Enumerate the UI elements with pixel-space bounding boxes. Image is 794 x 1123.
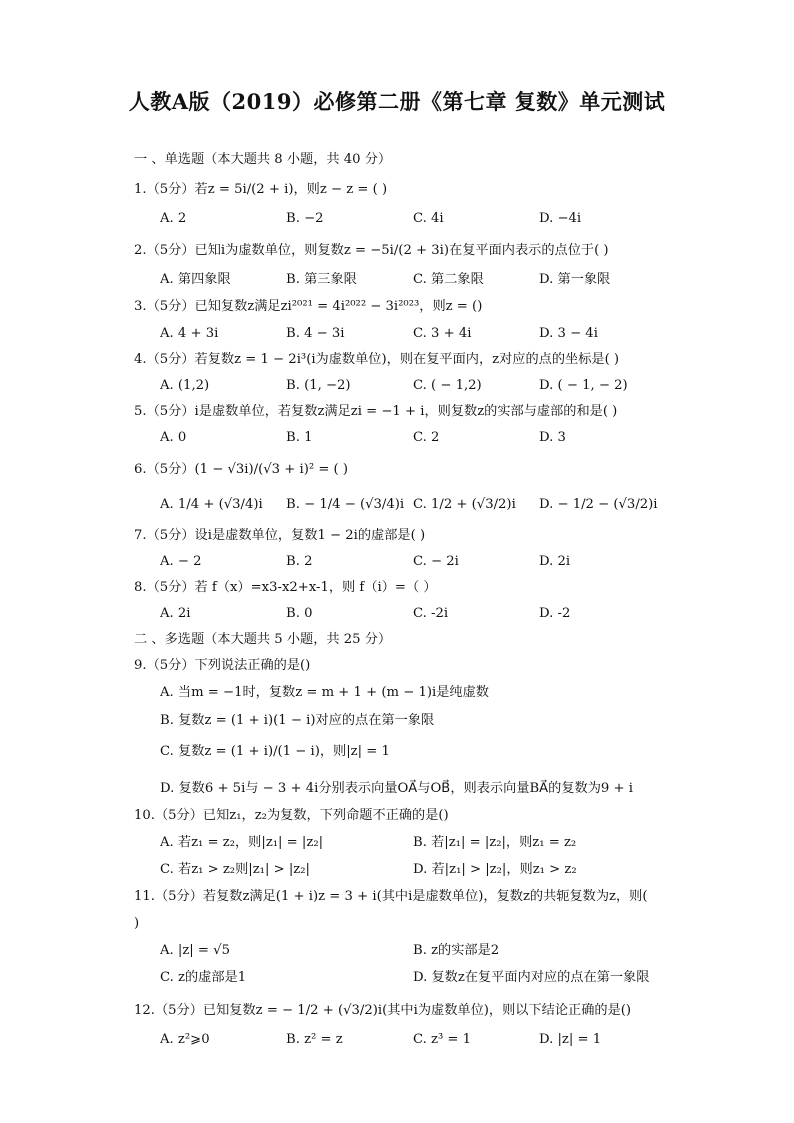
option-d: D. 若|z₁| > |z₂|，则z₁ > z₂ [413, 862, 577, 877]
option-a: A. 当m = −1时，复数z = m + 1 + (m − 1)i是纯虚数 [160, 685, 489, 700]
question-stem: 11.（5分）若复数z满足(1 + i)z = 3 + i(其中i是虚数单位)，复数z的共轭复数为z，则( [134, 889, 648, 904]
question-stem: 3.（5分）已知复数z满足zi²⁰²¹ = 4i²⁰²² − 3i²⁰²³，则z = () [134, 299, 483, 314]
option-d: D. 复数z在复平面内对应的点在第一象限 [413, 970, 650, 985]
question-stem: 1.（5分）若z = 5i/(2 + i)，则z − z = ( ) [134, 182, 388, 197]
option-c: C. ( − 1,2) [413, 378, 482, 393]
question-stem-continued: ) [134, 916, 140, 931]
option-a: A. 0 [160, 430, 187, 445]
question-stem: 2.（5分）已知i为虚数单位，则复数z = −5i/(2 + 3i)在复平面内表示的点位于( ) [134, 243, 609, 258]
option-c: C. 1/2 + (√3/2)i [413, 497, 516, 512]
section-heading-single-choice: 一 、单选题（本大题共 8 小题，共 40 分） [134, 152, 392, 167]
option-d: D. 3 [539, 430, 566, 445]
option-d: D. −4i [539, 211, 582, 226]
option-b: B. 4 − 3i [286, 326, 345, 341]
option-d: D. 3 − 4i [539, 326, 598, 341]
option-b: B. −2 [286, 211, 324, 226]
option-c: C. z³ = 1 [413, 1032, 472, 1047]
question-stem: 8.（5分）若 f（x）=x3-x2+x-1，则 f（i）=（ ） [134, 580, 437, 595]
option-a: A. 2i [160, 606, 191, 621]
option-c: C. 3 + 4i [413, 326, 472, 341]
question-stem: 9.（5分）下列说法正确的是() [134, 658, 311, 673]
option-c: C. 复数z = (1 + i)/(1 − i)，则|z| = 1 [160, 744, 390, 759]
option-a: A. |z| = √5 [160, 943, 230, 958]
option-a: A. − 2 [160, 554, 202, 569]
option-a: A. 4 + 3i [160, 326, 219, 341]
option-b: B. 0 [286, 606, 313, 621]
option-a: A. 2 [160, 211, 187, 226]
question-stem: 7.（5分）设i是虚数单位，复数1 − 2i的虚部是( ) [134, 528, 426, 543]
option-b: B. 若|z₁| = |z₂|，则z₁ = z₂ [413, 835, 577, 850]
option-d: D. 2i [539, 554, 571, 569]
option-d: D. -2 [539, 606, 571, 621]
option-b: B. 复数z = (1 + i)(1 − i)对应的点在第一象限 [160, 713, 435, 728]
question-stem: 5.（5分）i是虚数单位，若复数z满足zi = −1 + i，则复数z的实部与虚部的和是( ) [134, 404, 618, 419]
option-c: C. z的虚部是1 [160, 970, 247, 985]
option-b: B. z的实部是2 [413, 943, 500, 958]
option-c: C. 4i [413, 211, 444, 226]
option-c: C. 若z₁ > z₂则|z₁| > |z₂| [160, 862, 310, 877]
option-c: C. 第二象限 [413, 272, 484, 287]
option-a: A. z²⩾0 [160, 1032, 210, 1047]
question-stem: 6.（5分）(1 − √3i)/(√3 + i)² = ( ) [134, 462, 349, 477]
question-stem: 4.（5分）若复数z = 1 − 2i³(i为虚数单位)，则在复平面内，z对应的点的坐标是( ) [134, 352, 620, 367]
option-b: B. 2 [286, 554, 313, 569]
question-stem: 10.（5分）已知z₁，z₂为复数，下列命题不正确的是() [134, 808, 449, 823]
page-title: 人教A版（2019）必修第二册《第七章 复数》单元测试 [128, 89, 666, 114]
option-b: B. z² = z [286, 1032, 343, 1047]
option-c: C. -2i [413, 606, 449, 621]
option-b: B. − 1/4 − (√3/4)i [286, 497, 405, 512]
option-a: A. 1/4 + (√3/4)i [160, 497, 263, 512]
question-stem: 12.（5分）已知复数z = − 1/2 + (√3/2)i(其中i为虚数单位)，则以下结论正确的是() [134, 1003, 632, 1018]
section-heading-multi-choice: 二 、多选题（本大题共 5 小题，共 25 分） [134, 632, 392, 647]
option-a: A. (1,2) [160, 378, 210, 393]
option-d: D. 复数6 + 5i与 − 3 + 4i分别表示向量OA⃗与OB⃗，则表示向量BA⃗的复数为9 + i [160, 781, 633, 796]
option-b: B. 1 [286, 430, 313, 445]
option-d: D. − 1/2 − (√3/2)i [539, 497, 658, 512]
option-c: C. 2 [413, 430, 440, 445]
option-a: A. 第四象限 [160, 272, 231, 287]
option-d: D. ( − 1, − 2) [539, 378, 628, 393]
option-a: A. 若z₁ = z₂，则|z₁| = |z₂| [160, 835, 324, 850]
option-b: B. (1, −2) [286, 378, 351, 393]
option-c: C. − 2i [413, 554, 459, 569]
option-d: D. |z| = 1 [539, 1032, 602, 1047]
option-b: B. 第三象限 [286, 272, 357, 287]
option-d: D. 第一象限 [539, 272, 611, 287]
